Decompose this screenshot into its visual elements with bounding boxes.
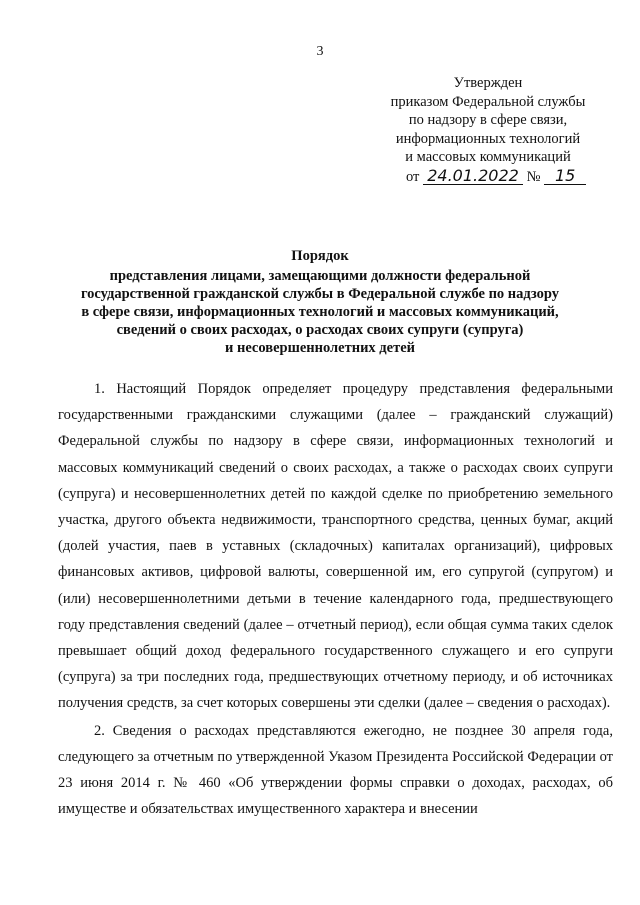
- title-heading: Порядок: [291, 248, 349, 264]
- paragraph-1: 1. Настоящий Порядок определяет процедуру представления федеральными государственными гражданскими служащими (далее – гражданский служащий) Федеральной службы по надзору в сфере связи, информационных технологий и массовых коммуникаций сведений о своих расходах, а также о расходах своих супруги (супруга) и несовершеннолетних детей по каждой сделке по приобретению земельного участка, другого объекта недвижимости, транспортного средства, ценных бумаг, акций (долей участия, паев в уставных (складочных) капиталах организаций), цифровых финансовых активов, цифровой валюты, совершенной им, его супругой (супругом) и (или) несовершеннолетними детьми в течение календарного года, предшествующего году представления сведений (далее – отчетный период), если общая сумма таких сделок превышает общий доход федерального государственного служащего и его супруги (супруга) за три последних года, предшествующих отчетному периоду, и об источниках получения средств, за счет которых совершены эти сделки (далее – сведения о расходах).: [58, 381, 613, 712]
- approval-line: Утвержден: [453, 75, 523, 91]
- from-label: от: [406, 168, 420, 185]
- document-body: [58, 376, 613, 822]
- approval-line: приказом Федеральной службы: [390, 93, 586, 110]
- title-line: в сфере связи, информационных технологий и массовых коммуникаций,: [81, 304, 559, 320]
- paragraph-2: 2. Сведения о расходах представляются ежегодно, не позднее 30 апреля года, следующего за отчетным по утвержденной Указом Президента Российской Федерации от 23 июня 2014 г. № 460 «Об утверждении формы справки о доходах, расходах, об имуществе и обязательствах имущественного характера и внесении: [58, 722, 613, 818]
- number-label: №: [526, 168, 541, 185]
- approval-date-number-line: [362, 165, 614, 187]
- approval-line: по надзору в сфере связи,: [408, 112, 568, 128]
- approval-stamp-block: [362, 74, 614, 186]
- handwritten-number: 15: [544, 168, 586, 185]
- page-number: 3: [316, 44, 324, 59]
- title-line: сведений о своих расходах, о расходах своих супруги (супруга): [116, 322, 524, 338]
- approval-line: информационных технологий: [395, 130, 581, 147]
- approval-line: и массовых коммуникаций: [405, 149, 571, 165]
- handwritten-date: 24.01.2022: [423, 168, 523, 185]
- title-line: и несовершеннолетних детей: [224, 340, 415, 356]
- title-line: государственной гражданской службы в Федеральной службе по надзору: [80, 286, 560, 302]
- document-title: [40, 247, 600, 357]
- title-line: представления лицами, замещающими должности федеральной: [109, 268, 531, 284]
